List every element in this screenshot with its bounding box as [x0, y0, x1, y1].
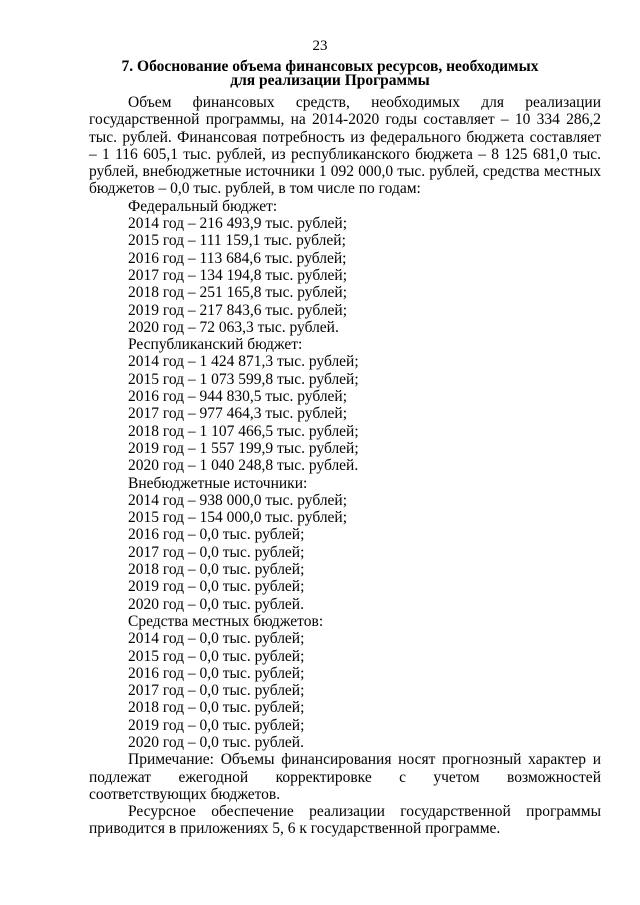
republican-budget-block [89, 336, 601, 474]
section-heading: Республиканский бюджет: [128, 336, 303, 354]
year-line: 2014 год – 938 000,0 тыс. рублей; [128, 491, 348, 509]
year-line: 2016 год – 113 684,6 тыс. рублей; [128, 249, 347, 267]
section-title [60, 60, 600, 88]
year-line: 2017 год – 0,0 тыс. рублей; [128, 543, 305, 561]
year-line: 2017 год – 0,0 тыс. рублей; [128, 682, 305, 700]
year-line: 2019 год – 0,0 тыс. рублей; [128, 578, 305, 596]
year-line: 2016 год – 0,0 тыс. рублей; [128, 526, 305, 544]
section-heading: Средства местных бюджетов: [128, 612, 324, 630]
section-title-line: 7. Обоснование объема финансовых ресурсов, необходимых [121, 58, 539, 75]
note-paragraph: Примечание: Объемы финансирования носят прогнозный характер и подлежат ежегодной корректировке с учетом возможностей соответствующих бюджетов. [89, 751, 601, 803]
page-number: 23 [312, 38, 328, 54]
year-line: 2015 год – 1 073 599,8 тыс. рублей; [128, 370, 359, 388]
document-body [89, 94, 601, 838]
year-line: 2020 год – 72 063,3 тыс. рублей. [128, 318, 339, 336]
year-line: 2018 год – 1 107 466,5 тыс. рублей; [128, 422, 359, 440]
year-line: 2020 год – 1 040 248,8 тыс. рублей. [128, 457, 359, 475]
year-line: 2014 год – 0,0 тыс. рублей; [128, 630, 305, 648]
section-heading: Внебюджетные источники: [128, 474, 308, 492]
year-line: 2019 год – 217 843,6 тыс. рублей; [128, 301, 348, 319]
year-line: 2014 год – 1 424 871,3 тыс. рублей; [128, 353, 359, 371]
year-line: 2018 год – 0,0 тыс. рублей; [128, 699, 305, 717]
year-line: 2018 год – 0,0 тыс. рублей; [128, 561, 305, 579]
intro-paragraph: Объем финансовых средств, необходимых для реализации государственной программы, на 2014-2020 годы составляет – 10 334 286,2 тыс. рублей. Финансовая потребность из федерального бюджета составляет – 1 116 605,1 тыс. рублей, из республиканского бюджета – 8 125 681,0 тыс. рублей, внебюджетные источники 1 092 000,0 тыс. рублей, средства местных бюджетов – 0,0 тыс. рублей, в том числе по годам: [89, 94, 601, 198]
section-heading: Федеральный бюджет: [128, 197, 278, 215]
year-line: 2015 год – 111 159,1 тыс. рублей; [128, 232, 346, 250]
year-line: 2019 год – 0,0 тыс. рублей; [128, 716, 305, 734]
year-line: 2015 год – 154 000,0 тыс. рублей; [128, 509, 348, 527]
year-line: 2015 год – 0,0 тыс. рублей; [128, 647, 305, 665]
extrabudgetary-block [89, 475, 601, 613]
year-line: 2016 год – 944 830,5 тыс. рублей; [128, 388, 348, 406]
year-line: 2018 год – 251 165,8 тыс. рублей; [128, 284, 348, 302]
year-line: 2020 год – 0,0 тыс. рублей. [128, 595, 304, 613]
closing-paragraph: Ресурсное обеспечение реализации государственной программы приводится в приложениях 5, 6 к государственной программе. [89, 803, 601, 838]
year-line: 2017 год – 134 194,8 тыс. рублей; [128, 266, 348, 284]
federal-budget-block [89, 198, 601, 336]
year-line: 2019 год – 1 557 199,9 тыс. рублей; [128, 439, 359, 457]
year-line: 2016 год – 0,0 тыс. рублей; [128, 664, 305, 682]
local-budgets-block [89, 613, 601, 751]
year-line: 2020 год – 0,0 тыс. рублей. [128, 733, 304, 751]
year-line: 2014 год – 216 493,9 тыс. рублей; [128, 215, 348, 233]
section-title-line: для реализации Программы [230, 72, 430, 89]
year-line: 2017 год – 977 464,3 тыс. рублей; [128, 405, 348, 423]
